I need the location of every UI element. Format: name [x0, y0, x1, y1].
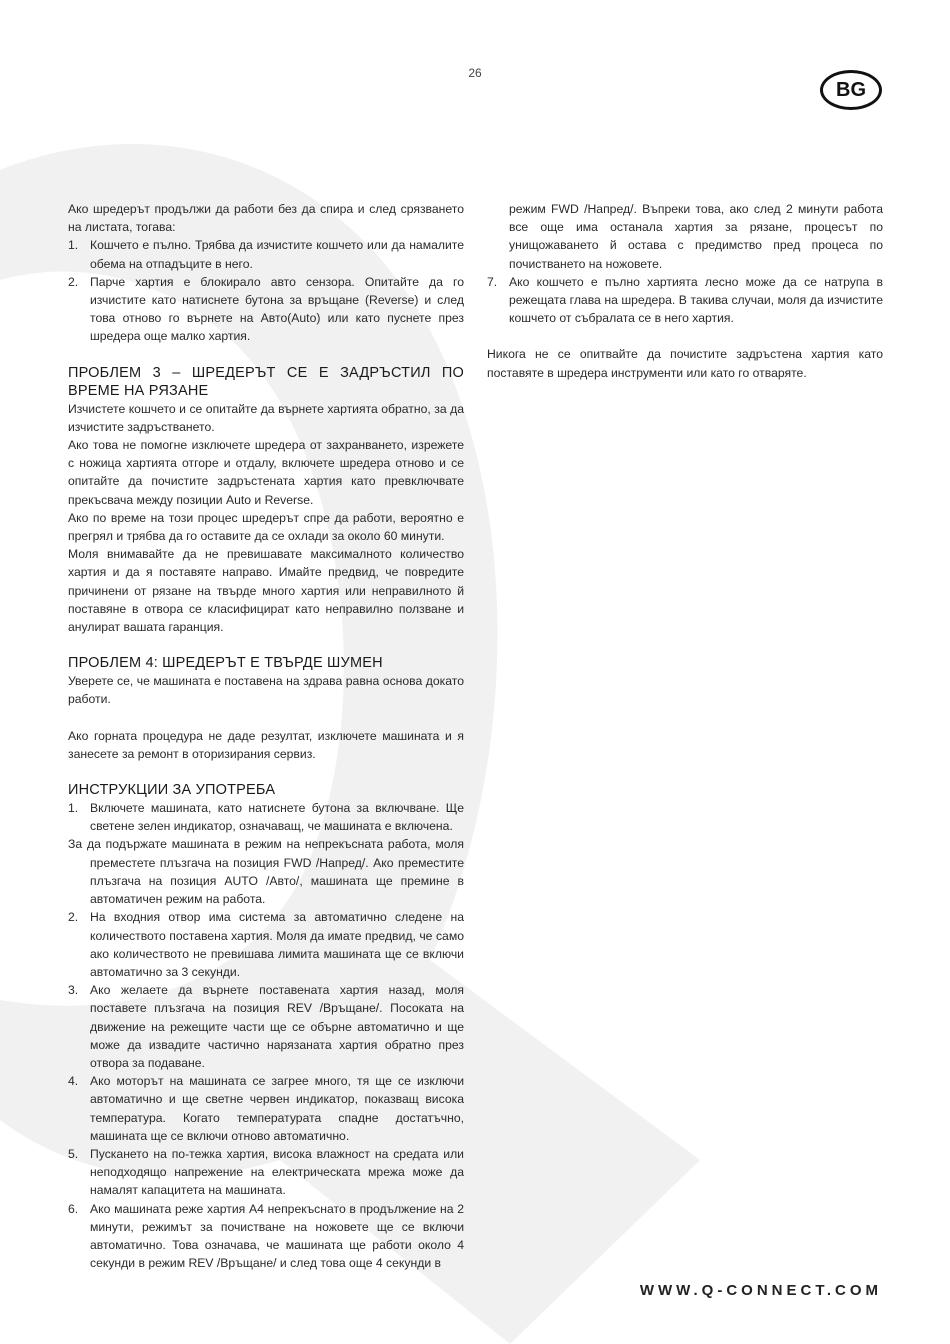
paragraph: Моля внимавайте да не превишавате максималното количество хартия и да я поставяте направо. Имайте предвид, че повредите причинени от рязане на твърде много хартия или неправилното й поставяне в отвора се класифицират като неправилно ползване и анулират вашата гаранция.	[68, 547, 464, 635]
list-item	[68, 1145, 464, 1200]
list-number: 2.	[68, 274, 79, 289]
list-number: 4.	[68, 1074, 79, 1089]
list-number: 1.	[68, 238, 79, 253]
list-number: 5.	[68, 1146, 79, 1161]
paragraph: Ако това не помогне изключете шредера от захранването, изрежете с ножица хартията отгоре и отдалу, включете шредера отново и се опитайте да почистите задръстената хартия като превключвате прекъсвача между позиции Auto и Reverse.	[68, 438, 464, 507]
list-item	[68, 981, 464, 1072]
list-number: 6.	[68, 1201, 79, 1216]
right-column	[487, 200, 883, 382]
list-text: Пускането на по-тежка хартия, висока влажност на средата или неподходящо напрежение на електрическата мрежа може да намалят капацитета на машината.	[90, 1146, 464, 1198]
intro-paragraph: Ако шредерът продължи да работи без да спира и след срязването на листата, тогава:	[68, 202, 464, 235]
section-heading-problem-4: ПРОБЛЕМ 4: ШРЕДЕРЪТ Е ТВЪРДЕ ШУМЕН	[68, 655, 383, 672]
list-item	[68, 1072, 464, 1145]
footer-website: WWW.Q-CONNECT.COM	[639, 1282, 882, 1299]
list-number: 1.	[68, 801, 79, 816]
language-badge: BG	[820, 70, 882, 110]
list-text: Парче хартия е блокирало авто сензора. Опитайте да го изчистите като натиснете бутона за връщане (Reverse) и след това отново го върнете на Авто(Auto) или като пуснете през шредера още малко хартия.	[90, 274, 464, 344]
list-text: Кошчето е пълно. Трябва да изчистите кошчето или да намалите обема на отпадъците в него.	[90, 238, 464, 271]
paragraph: Ако горната процедура не даде резултат, изключете машината и я занесете за ремонт в оторизирания сервиз.	[68, 728, 464, 761]
list-text: Ако желаете да върнете поставената хартия назад, моля поставете плъзгача на позиция REV /Връщане/. Посоката на движение на режещите части ще се обърне автоматично и ще може да извадите частично нарязаната хартия обратно през отвора за подаване.	[90, 983, 464, 1070]
left-column	[68, 200, 464, 1272]
list-item	[68, 273, 464, 346]
list-number: 7.	[487, 274, 498, 289]
continuation-paragraph: режим FWD /Напред/. Въпреки това, ако след 2 минути работа все още има останала хартия за рязане, процесът по унищожаването й остава с предимство пред процеса по почистването на ножовете.	[509, 202, 883, 271]
mode-note: За да подържате машината в режим на непрекъсната работа, моля преместете плъзгача на позиция FWD /Напред/. Ако преместите плъзгача на позиция AUTO /Авто/, машината ще премине в автоматичен режим на работа.	[68, 837, 464, 907]
paragraph: Изчистете кошчето и се опитайте да върнете хартията обратно, за да изчистите задръстването.	[68, 401, 464, 434]
list-item	[68, 236, 464, 272]
list-number: 2.	[68, 910, 79, 925]
list-item	[487, 273, 883, 328]
paragraph: Уверете се, че машината е поставена на здрава равна основа докато работи.	[68, 674, 464, 707]
page-number: 26	[468, 66, 482, 80]
warning-paragraph: Никога не се опитвайте да почистите задръстена хартия като поставяте в шредера инструменти или като го отваряте.	[487, 347, 883, 380]
section-heading-instructions: ИНСТРУКЦИИ ЗА УПОТРЕБА	[68, 782, 276, 799]
list-text: Ако кошчето е пълно хартията лесно може да се натрупа в режещата глава на шредера. В такива случаи, моля да изчистите кошчето от събралата се в него хартия.	[509, 274, 883, 326]
list-number: 3.	[68, 983, 79, 998]
list-text: Ако машината реже хартия А4 непрекъснато в продължение на 2 минути, режимът за почистване на ножовете ще се включи автоматично. Това означава, че машината ще работи около 4 секунди в режим REV /Връщане/ и след това още 4 секунди в	[90, 1201, 464, 1271]
list-text: Ако моторът на машината се загрее много, тя ще се изключи автоматично и ще светне червен индикатор, показващ висока температура. Когато температурата спадне достатъчно, машината ще се включи отново автоматично.	[90, 1074, 464, 1143]
list-item	[68, 1200, 464, 1273]
section-heading-problem-3: ПРОБЛЕМ 3 – ШРЕДЕРЪТ СЕ Е ЗАДРЪСТИЛ ПО ВРЕМЕ НА РЯЗАНЕ	[68, 364, 464, 399]
list-item	[68, 799, 464, 835]
paragraph: Ако по време на този процес шредерът спре да работи, вероятно е прегрял и трябва да го оставите да се охлади за около 60 минути.	[68, 510, 464, 544]
list-item	[68, 908, 464, 981]
list-text: Включете машината, като натиснете бутона за включване. Ще светене зелен индикатор, означаващ, че машината е включена.	[90, 801, 464, 834]
list-text: На входния отвор има система за автоматично следене на количеството поставена хартия. Моля да имате предвид, че само ако количеството не превишава лимита машината ще се включи автоматично за 3 секунди.	[90, 910, 464, 979]
